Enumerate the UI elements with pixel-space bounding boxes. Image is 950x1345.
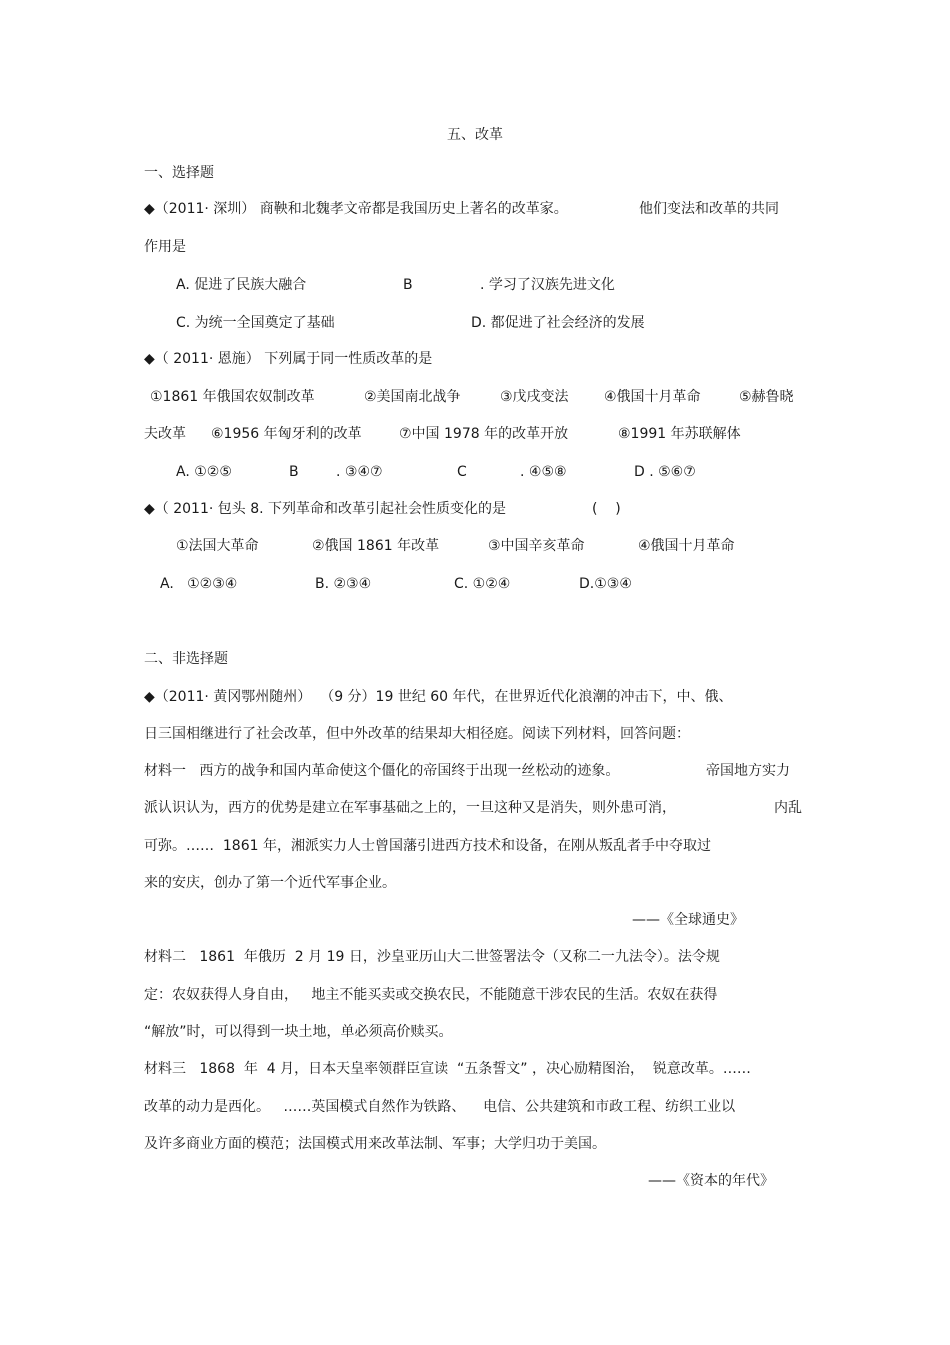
material-2-text: 材料二 1861 年俄历 2 月 19 日，沙皇亚历山大二世签署法令（又称二一九法令）。法令规	[144, 949, 720, 965]
item-6: ⑥1956 年匈牙利的改革	[211, 426, 362, 442]
option-c-letter: C	[457, 464, 467, 480]
option-a: A. ①②③④	[160, 576, 238, 592]
item-1: ①法国大革命	[176, 538, 259, 554]
material-3-text: 改革的动力是西化。 ……英国模式自然作为铁路、 电信、公共建筑和市政工程、纺织工业以	[144, 1099, 736, 1115]
option-a: A. ①②⑤	[176, 464, 232, 480]
option-a: A. 促进了民族大融合	[176, 277, 307, 293]
section-heading-nonchoice: 二、非选择题	[144, 651, 228, 667]
material-1-text: 来的安庆，创办了第一个近代军事企业。	[144, 875, 396, 891]
item-8: ⑧1991 年苏联解体	[618, 426, 741, 442]
material-1-text: 内乱	[774, 800, 802, 816]
option-b: B. ②③④	[315, 576, 372, 592]
option-d: D.①③④	[579, 576, 632, 592]
option-b-letter: B	[289, 464, 299, 480]
material-2-text: “解放”时，可以得到一块土地，单必须高价赎买。	[144, 1024, 453, 1040]
material-1-text: 帝国地方实力	[706, 763, 790, 779]
item-4: ④俄国十月革命	[638, 538, 735, 554]
option-c: C. 为统一全国奠定了基础	[176, 315, 335, 331]
option-b: . 学习了汉族先进文化	[480, 277, 615, 293]
option-d: D. 都促进了社会经济的发展	[471, 315, 645, 331]
answer-parentheses: ( )	[592, 501, 621, 517]
option-d: D . ⑤⑥⑦	[634, 464, 696, 480]
material-1-source: ——《全球通史》	[632, 912, 744, 928]
question-stem: ◆（ 2011· 恩施） 下列属于同一性质改革的是	[144, 351, 433, 367]
item-1: ①1861 年俄国农奴制改革	[150, 389, 315, 405]
item-5-cont: 夫改革	[144, 426, 186, 442]
material-1-text: 可弥。…… 1861 年，湘派实力人士曾国藩引进西方技术和设备，在刚从叛乱者手中夺取过	[144, 838, 711, 854]
item-2: ②俄国 1861 年改革	[312, 538, 440, 554]
material-3-text: 及许多商业方面的模范；法国模式用来改革法制、军事；大学归功于美国。	[144, 1136, 606, 1152]
item-3: ③戊戌变法	[500, 389, 569, 405]
item-3: ③中国辛亥革命	[488, 538, 585, 554]
item-5: ⑤赫鲁晓	[739, 389, 794, 405]
document-title: 五、改革	[447, 127, 503, 143]
question-stem: 日三国相继进行了社会改革，但中外改革的结果却大相径庭。阅读下列材料，回答问题：	[144, 726, 690, 742]
option-c: C. ①②④	[454, 576, 511, 592]
material-2-text: 定：农奴获得人身自由， 地主不能买卖或交换农民，不能随意干涉农民的生活。农奴在获得	[144, 987, 718, 1003]
option-c: . ④⑤⑧	[520, 464, 567, 480]
question-stem: 作用是	[144, 239, 186, 255]
question-stem: ◆（ 2011· 包头 8. 下列革命和改革引起社会性质变化的是	[144, 501, 507, 517]
question-stem: ◆（2011· 深圳） 商鞅和北魏孝文帝都是我国历史上著名的改革家。	[144, 201, 568, 217]
material-3-source: ——《资本的年代》	[648, 1173, 774, 1189]
material-3-text: 材料三 1868 年 4 月，日本天皇率领群臣宣读 “五条誓文” ，决心励精图治， 锐意改革。……	[144, 1061, 751, 1077]
item-4: ④俄国十月革命	[604, 389, 701, 405]
option-b-letter: B	[403, 277, 413, 293]
material-1-text: 派认识认为，西方的优势是建立在军事基础之上的，一旦这种又是消失，则外患可消，	[144, 800, 676, 816]
material-1-text: 材料一 西方的战争和国内革命使这个僵化的帝国终于出现一丝松动的迹象。	[144, 763, 620, 779]
question-stem: ◆（2011· 黄冈鄂州随州） （9 分）19 世纪 60 年代，在世界近代化浪潮的冲击下，中、俄、	[144, 689, 733, 705]
item-2: ②美国南北战争	[364, 389, 461, 405]
question-stem: 他们变法和改革的共同	[639, 201, 779, 217]
option-b: . ③④⑦	[336, 464, 383, 480]
section-heading-choice: 一、选择题	[144, 165, 214, 181]
item-7: ⑦中国 1978 年的改革开放	[399, 426, 569, 442]
